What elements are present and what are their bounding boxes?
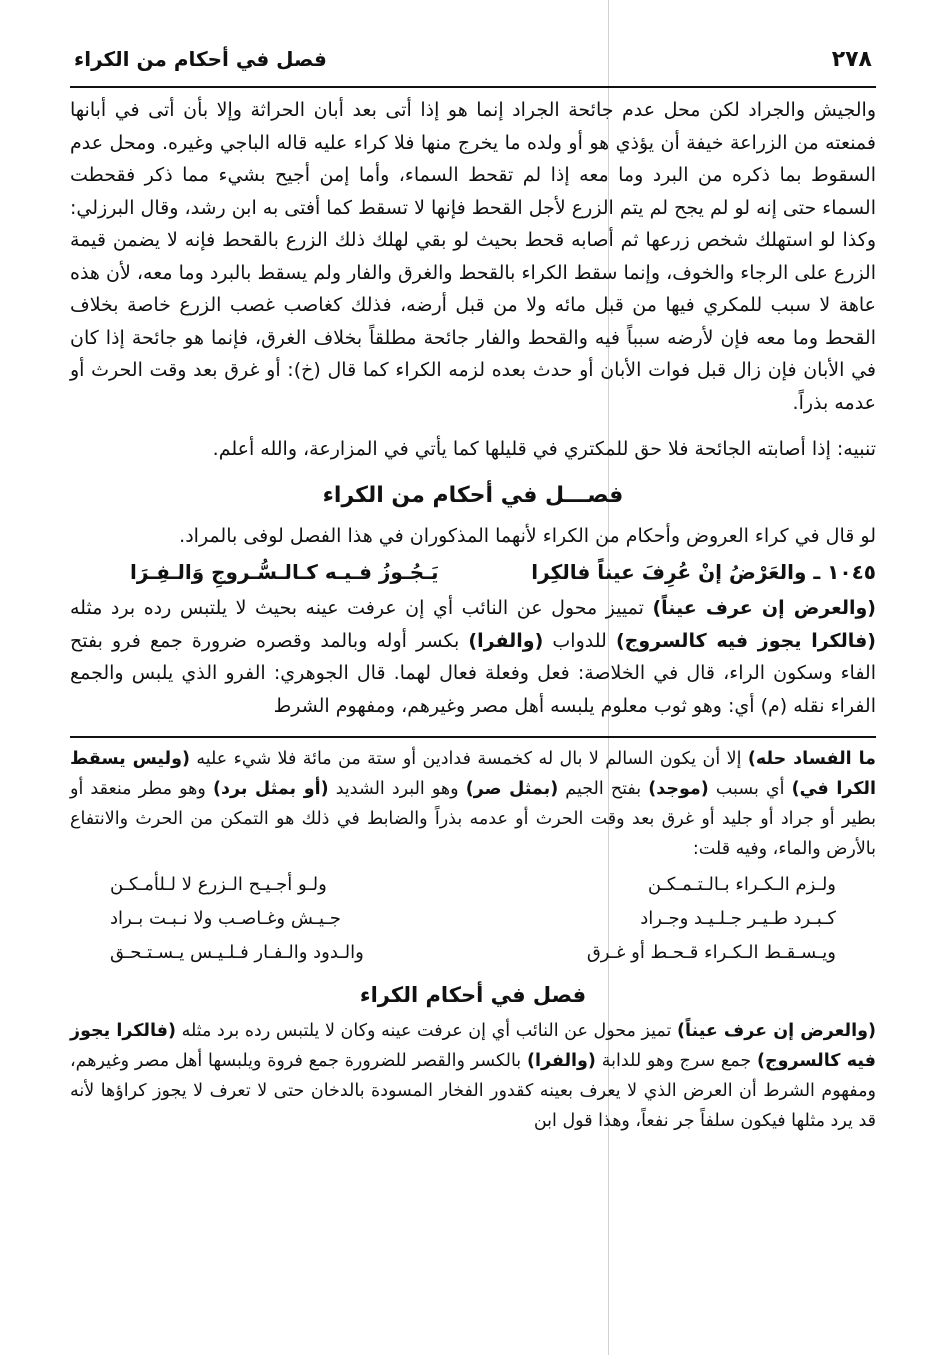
poem-hemistich-left: والـدود والـفـار فـلـيـس يـسـتـحـق [110,942,364,963]
footnote-text-6: تميز محول عن النائب أي إن عرفت عينه وكان لا يلتبس رده برد مثله [176,1021,677,1041]
footnote-text-1: إلا أن يكون السالم لا بال له كخمسة فدادين أو ستة من مائة فلا شيء عليه [189,749,748,769]
verse-line [70,552,876,592]
book-page [70,36,876,1336]
poem-hemistich-left: جـيـش وغـاصـب ولا نـبـت بـراد [110,908,341,929]
commentary-lead-3: (والفرا) [468,629,544,652]
footnote-lead-3: (موجد) [648,779,709,799]
footnote-lead-5: (أو بمثل برد) [212,779,329,799]
page-number: ٢٧٨ [831,46,872,72]
verse-number: ١٠٤٥ ـ [813,560,876,584]
poem-hemistich-right: ويـسـقـط الـكـراء قـحـط أو غـرق [586,942,836,963]
poem-row [110,902,836,936]
footnote-lead-8: (والفرا) [526,1051,596,1071]
commentary-lead-1: (والعرض إن عرف عيناً) [652,597,876,619]
footnote-text-5: وهو مطر منعقد أو بطير أو جراد أو جليد أو غرق بعد وقت الحرث أو عدمه بذراً والضابط في ذلك هو التمكن من الحرث والانتفاع بالأرض والماء، وفيه قلت: [70,779,876,859]
poem-hemistich-right: كـبـرد طـيـر جـلـيـد وجـراد [640,908,836,929]
main-text [70,94,876,722]
note-paragraph: تنبيه: إذا أصابته الجائحة فلا حق للمكتري في قليلها كما يأتي في المزارعة، والله أعلم. [212,438,876,460]
footnote-text-7: جمع سرج وهو للدابة [595,1051,757,1071]
running-title: فصل في أحكام من الكراء [74,47,327,71]
footnote-lead-4: (بمثل صر) [465,779,559,799]
footnote-text-3: بفتح الجيم [558,779,649,799]
footnote-heading: فصل في أحكام الكراء [359,983,587,1007]
commentary-text-3: بكسر أوله وبالمد وقصره ضرورة جمع فرو بفتح الفاء وسكون الراء، قال في الخلاصة: فعل وفعلة فعال لهما. قال الجوهري: الفرو الذي يلبس والجمع الفراء نقله (م) أي: وهو ثوب معلوم يلبسه أهل مصر وغيرهم، ومفهوم الشرط [70,629,876,717]
poem-row [110,868,836,902]
footnote-poem [110,868,836,970]
footnote-paragraph-1 [70,744,876,864]
paragraph-2: لو قال في كراء العروض وأحكام من الكراء لأنهما المذكوران في هذا الفصل لوفى بالمراد. [179,524,876,547]
footnote-paragraph-2 [70,1016,876,1136]
poem-hemistich-left: ولـو أجـيـح الـزرع لا لـلأمـكـن [110,874,327,895]
page-header [70,36,876,88]
poem-hemistich-right: ولـزم الـكـراء بـالـتـمـكـن [647,874,836,895]
footnote-divider [70,736,876,738]
poem-row [110,936,836,970]
commentary-text-1: تمييز محول عن النائب أي إن عرفت عينه بحيث لا يلتبس رده برد مثله [70,597,653,619]
footnote-text-8: بالكسر والقصر للضرورة جمع فروة ويلبسها أهل مصر وغيرهم، ومفهوم الشرط أن العرض الذي لا يعرف بعينه كقدور الفخار المسودة بالدخان حتى لا تعرف لا يجوز كراؤها لأنه قد يرد مثلها فيكون سلفاً جر نفعاً، وهذا قول ابن [70,1051,876,1131]
footnote-lead-1: ما الفساد حله) [747,749,877,769]
footnote-lead-7: (فالكرا يجوز فيه كالسروج) [70,1021,877,1071]
footnote-text-2: أي بسبب [708,779,792,799]
commentary-text-2: للدواب [543,629,616,652]
footnote-lead-6: (والعرض إن عرف عيناً) [677,1021,876,1041]
footnote-text-4: وهو البرد الشديد [328,779,466,799]
verse-second-half: يَـجُـوزُ فـيـه كـالـسُّـروجِ وَالـفِـرَا [130,560,439,584]
commentary-paragraph [70,592,876,722]
verse-first-half-text: والعَرْضُ إنْ عُرِفَ عيناً فالكِرا [531,560,807,584]
section-heading: فصـــل في أحكام من الكراء [322,482,624,508]
commentary-lead-2: (فالكرا يجوز فيه كالسروج) [615,629,876,652]
footnote-section [70,744,876,1136]
verse-first-half [531,552,876,592]
footnote-lead-2: (وليس يسقط الكرا في) [70,749,877,799]
paragraph-1: والجيش والجراد لكن محل عدم جائحة الجراد إنما هو إذا أتى بعد أبان الحراثة وإلا بأن أتى في أبانها فمنعته من الزراعة خيفة أن يؤذي هو أو ولده ما يخرج منها فلا كراء عليه قاله الباجي وغيره. ومحل عدم السقوط بما ذكره من البرد وما معه إذا لم تقحط السماء، وأما إمن أجيح بشيء مما ذكر فقحطت السماء حتى إنه لو لم يجح لم يتم الزرع لأجل القحط فإنها لا تسقط كما أفتى به ابن رشد، وقال البرزلي: وكذا لو استهلك شخص زرعها ثم أصابه قحط بحيث لو بقي لهلك ذلك الزرع بالقحط فإنه لا يضمن قيمة الزرع على الرجاء والخوف، وإنما سقط الكراء بالقحط والغرق والفار ولم يسقط بالبرد وما معه، لأن هذه عاهة لا سبب للمكري فيها من قبل مائه ولا من قبل أرضه، فذلك كغاصب غصب الزرع خاصة بخلاف القحط وما معه فإن لأرضه سبباً فيه والقحط والفار جائحة مطلقاً بخلاف الغرق، فإنما هو جائحة إذا كان في الأبان فإن زال قبل فوات الأبان أو حدث بعده لزمه الكراء كما قال (خ): أو غرق بعد وقت الحرث أو عدمه بذراً. [70,99,876,414]
